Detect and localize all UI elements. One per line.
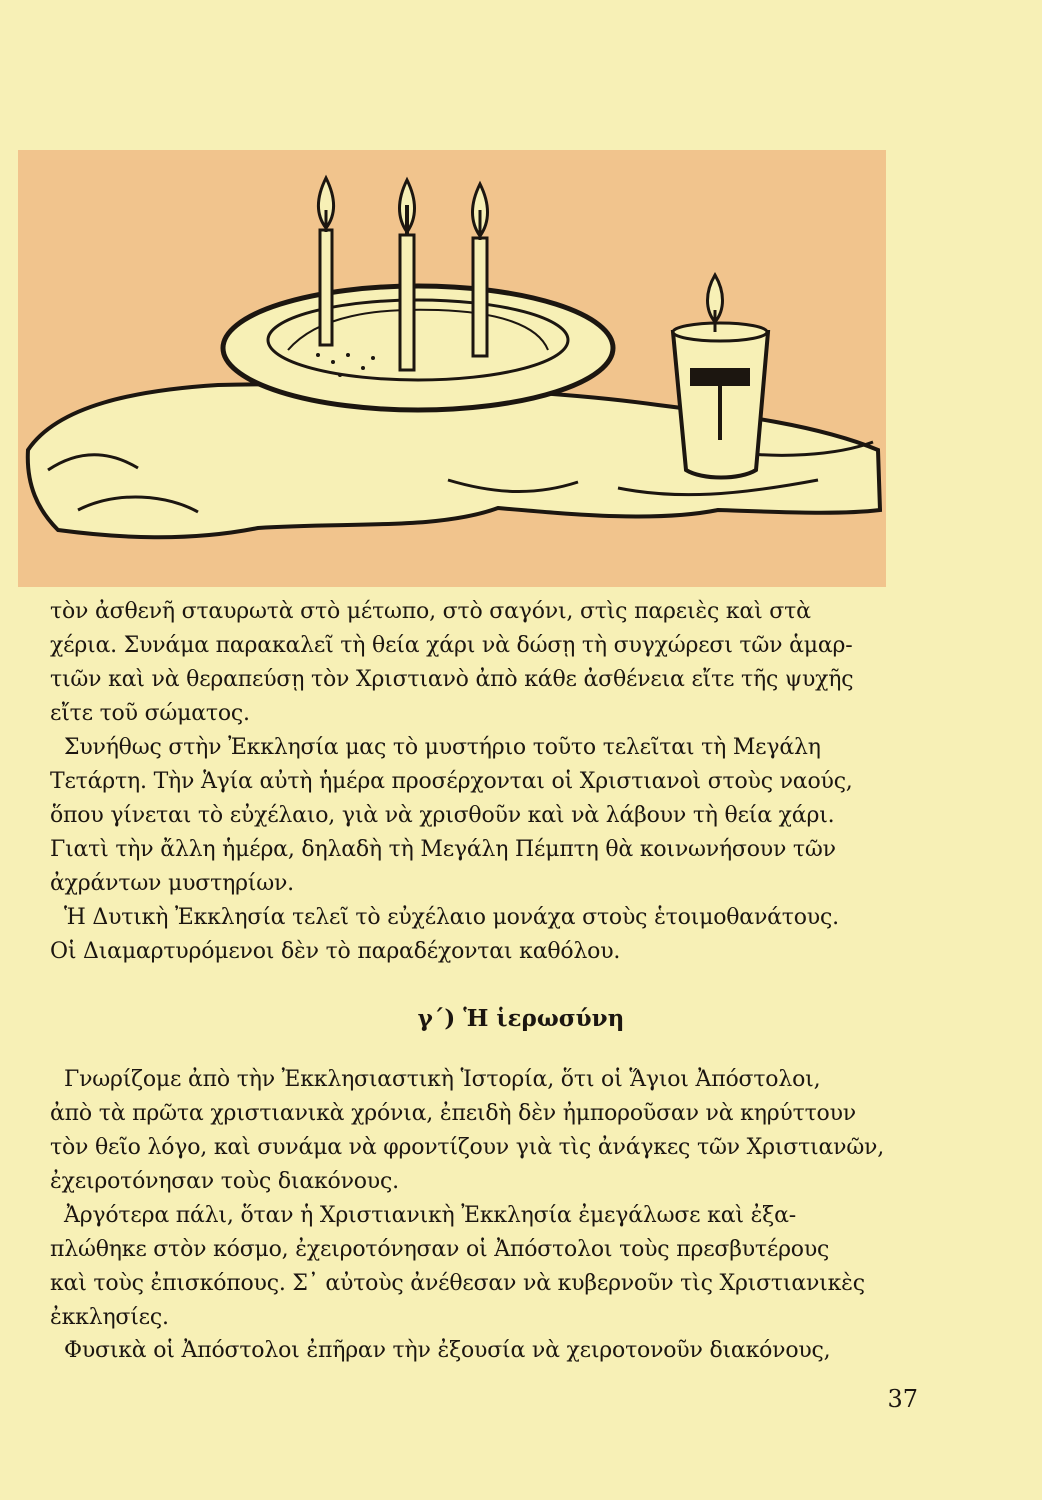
text-line: Ἡ Δυτικὴ Ἐκκλησία τελεῖ τὸ εὐχέλαιο μονάχα στοὺς ἑτοιμοθανάτους. [64, 905, 839, 930]
text-line: ὅπου γίνεται τὸ εὐχέλαιο, γιὰ νὰ χρισθοῦν καὶ νὰ λάβουν τὴ θεία χάρι. [50, 803, 835, 828]
candle-left [319, 178, 334, 345]
paragraph-holy-wednesday [50, 731, 930, 901]
section-heading: γ´) Ἡ ἱερωσύνη [417, 1005, 625, 1032]
text-line: Γιατὶ τὴν ἄλλη ἡμέρα, δηλαδὴ τὴ Μεγάλη Πέμπτη θὰ κοινωνήσουν τῶν [50, 837, 836, 862]
text-line: πλώθηκε στὸν κόσμο, ἐχειροτόνησαν οἱ Ἀπόστολοι τοὺς πρεσβυτέρους [50, 1237, 830, 1262]
candle-middle [400, 180, 415, 370]
euchelaion-illustration [18, 150, 886, 587]
text-line: Οἱ Διαμαρτυρόμενοι δὲν τὸ παραδέχονται καθόλου. [50, 939, 621, 964]
candle-right [473, 184, 488, 356]
text-line: ἐκκλησίες. [50, 1305, 169, 1330]
text-line: Φυσικὰ οἱ Ἀπόστολοι ἐπῆραν τὴν ἐξουσία νὰ χειροτονοῦν διακόνους, [64, 1338, 831, 1363]
text-line: τιῶν καὶ νὰ θεραπεύσῃ τὸν Χριστιανὸ ἀπὸ κάθε ἀσθένεια εἴτε τῆς ψυχῆς [50, 667, 854, 692]
candles-plate-drawing [18, 150, 886, 587]
paragraph-western-church [50, 901, 930, 969]
text-line: ἐχειροτόνησαν τοὺς διακόνους. [50, 1169, 399, 1194]
text-line: Συνήθως στὴν Ἐκκλησία μας τὸ μυστήριο τοῦτο τελεῖται τὴ Μεγάλη [64, 735, 821, 760]
text-line: καὶ τοὺς ἐπισκόπους. Σ᾽ αὐτοὺς ἀνέθεσαν νὰ κυβερνοῦν τὶς Χριστιανικὲς [50, 1271, 865, 1296]
oil-lamp-glass [673, 275, 768, 478]
page-number: 37 [887, 1385, 918, 1413]
text-line: εἴτε τοῦ σώματος. [50, 701, 250, 726]
paragraph-anointing [50, 595, 930, 731]
paragraph-ordination-authority [50, 1334, 930, 1368]
paragraph-presbyters-bishops [50, 1199, 930, 1335]
text-line: ἀπὸ τὰ πρῶτα χριστιανικὰ χρόνια, ἐπειδὴ δὲν ἠμποροῦσαν νὰ κηρύττουν [50, 1101, 856, 1126]
paragraph-apostles-deacons [50, 1063, 930, 1199]
text-line: χέρια. Συνάμα παρακαλεῖ τὴ θεία χάρι νὰ δώσῃ τὴ συγχώρεσι τῶν ἁμαρ- [50, 633, 853, 658]
text-line: τὸν θεῖο λόγο, καὶ συνάμα νὰ φροντίζουν γιὰ τὶς ἀνάγκες τῶν Χριστιανῶν, [50, 1135, 885, 1160]
text-line: ἀχράντων μυστηρίων. [50, 871, 294, 896]
text-line: Γνωρίζομε ἀπὸ τὴν Ἐκκλησιαστικὴ Ἱστορία, ὅτι οἱ Ἅγιοι Ἀπόστολοι, [64, 1067, 821, 1092]
text-line: τὸν ἀσθενῆ σταυρωτὰ στὸ μέτωπο, στὸ σαγόνι, στὶς παρειὲς καὶ στὰ [50, 599, 811, 624]
text-line: Τετάρτη. Τὴν Ἁγία αὐτὴ ἡμέρα προσέρχονται οἱ Χριστιανοὶ στοὺς ναούς, [50, 769, 853, 794]
text-line: Ἀργότερα πάλι, ὅταν ἡ Χριστιανικὴ Ἐκκλησία ἐμεγάλωσε καὶ ἐξα- [64, 1203, 796, 1228]
